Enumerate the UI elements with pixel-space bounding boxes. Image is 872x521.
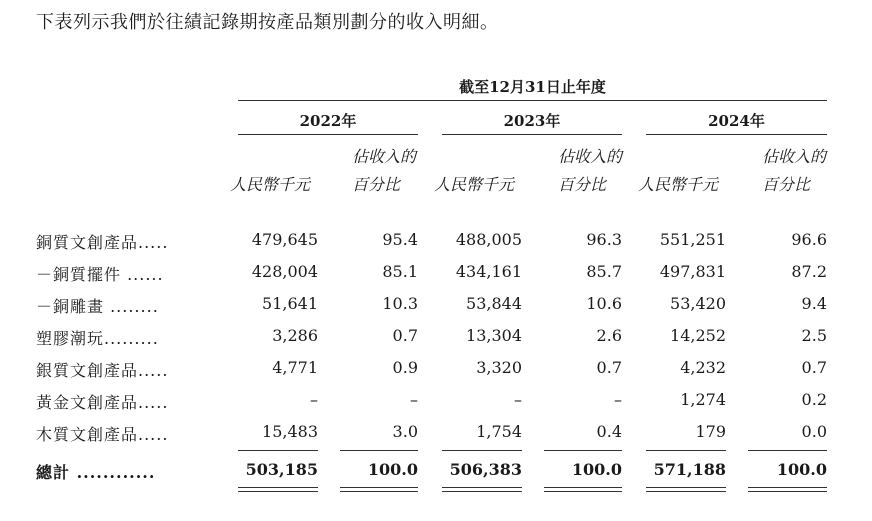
table-cell-3: 85.7 xyxy=(586,262,622,281)
total-label: 總計 ............ xyxy=(36,463,156,482)
table-cell-3: – xyxy=(614,390,622,409)
subtotal-rule-2024-amt xyxy=(646,450,726,451)
table-cell-5: 0.7 xyxy=(801,358,827,377)
total-cell-0: 503,185 xyxy=(245,460,318,479)
table-cell-5: 96.6 xyxy=(791,230,827,249)
row-label: 銀質文創產品..... xyxy=(36,361,169,380)
table-cell-3: 0.7 xyxy=(596,358,622,377)
pct-header-line1-2023: 佔收入的 xyxy=(557,147,622,166)
table-cell-1: 3.0 xyxy=(392,422,418,441)
table-cell-2: 488,005 xyxy=(455,230,522,249)
total-double-rule-2023-pct xyxy=(544,487,622,492)
table-cell-3: 10.6 xyxy=(586,294,622,313)
subtotal-rule-2024-pct xyxy=(748,450,827,451)
table-cell-0: 479,645 xyxy=(251,230,318,249)
table-cell-2: – xyxy=(514,390,522,409)
table-cell-1: 0.7 xyxy=(392,326,418,345)
table-cell-4: 1,274 xyxy=(680,390,726,409)
pct-header-line1-2024: 佔收入的 xyxy=(761,147,826,166)
amount-header-2023: 人民幣千元 xyxy=(434,175,515,194)
subtotal-rule-2023-pct xyxy=(544,450,622,451)
table-cell-1: 0.9 xyxy=(392,358,418,377)
table-cell-2: 13,304 xyxy=(466,326,522,345)
table-cell-5: 0.2 xyxy=(801,390,827,409)
period-rule xyxy=(238,100,827,101)
row-label: 木質文創產品..... xyxy=(36,425,169,444)
table-cell-4: 551,251 xyxy=(659,230,726,249)
year-2024: 2024年 xyxy=(708,112,765,130)
amount-header-2022: 人民幣千元 xyxy=(230,175,311,194)
table-cell-2: 1,754 xyxy=(476,422,522,441)
table-cell-4: 497,831 xyxy=(659,262,726,281)
table-cell-0: 428,004 xyxy=(251,262,318,281)
table-cell-0: 3,286 xyxy=(272,326,318,345)
table-cell-2: 53,844 xyxy=(466,294,522,313)
period-title: 截至12月31日止年度 xyxy=(459,78,606,96)
amount-header-2024: 人民幣千元 xyxy=(638,175,719,194)
pct-header-line2-2022: 百分比 xyxy=(351,175,400,194)
table-cell-1: 10.3 xyxy=(382,294,418,313)
year-rule-2022 xyxy=(238,134,418,135)
table-cell-1: 95.4 xyxy=(382,230,418,249)
year-rule-2023 xyxy=(442,134,622,135)
row-label: 塑膠潮玩......... xyxy=(36,329,159,348)
table-cell-2: 3,320 xyxy=(476,358,522,377)
table-cell-2: 434,161 xyxy=(455,262,522,281)
total-double-rule-2024-pct xyxy=(748,487,827,492)
total-cell-2: 506,383 xyxy=(449,460,522,479)
table-cell-1: 85.1 xyxy=(382,262,418,281)
table-cell-4: 4,232 xyxy=(680,358,726,377)
table-cell-4: 179 xyxy=(695,422,726,441)
row-label: 銅質文創產品..... xyxy=(36,233,169,252)
total-cell-3: 100.0 xyxy=(571,460,622,479)
row-label: 黃金文創產品..... xyxy=(36,393,169,412)
table-cell-3: 96.3 xyxy=(586,230,622,249)
pct-header-line1-2022: 佔收入的 xyxy=(351,147,416,166)
table-cell-0: 51,641 xyxy=(262,294,318,313)
total-double-rule-2022-pct xyxy=(340,487,418,492)
total-cell-5: 100.0 xyxy=(776,460,827,479)
total-double-rule-2024-amt xyxy=(646,487,726,492)
total-double-rule-2023-amt xyxy=(442,487,522,492)
table-cell-5: 0.0 xyxy=(801,422,827,441)
table-cell-3: 2.6 xyxy=(596,326,622,345)
subtotal-rule-2023-amt xyxy=(442,450,522,451)
row-label: －銅質擺件 ...... xyxy=(36,265,164,284)
total-double-rule-2022-amt xyxy=(238,487,318,492)
year-2022: 2022年 xyxy=(299,112,357,130)
table-cell-5: 2.5 xyxy=(801,326,827,345)
table-cell-0: – xyxy=(310,390,318,409)
subtotal-rule-2022-amt xyxy=(238,450,318,451)
year-rule-2024 xyxy=(646,134,827,135)
table-cell-4: 53,420 xyxy=(670,294,726,313)
table-cell-3: 0.4 xyxy=(596,422,622,441)
intro-text: 下表列示我們於往績記錄期按產品類別劃分的收入明細。 xyxy=(36,12,499,33)
table-cell-0: 4,771 xyxy=(272,358,318,377)
pct-header-line2-2024: 百分比 xyxy=(761,175,810,194)
table-cell-0: 15,483 xyxy=(262,422,318,441)
table-cell-5: 9.4 xyxy=(801,294,827,313)
total-cell-4: 571,188 xyxy=(653,460,726,479)
pct-header-line2-2023: 百分比 xyxy=(557,175,606,194)
total-cell-1: 100.0 xyxy=(367,460,418,479)
table-cell-1: – xyxy=(410,390,418,409)
row-label: －銅雕畫 ........ xyxy=(36,297,159,316)
year-2023: 2023年 xyxy=(503,112,561,130)
subtotal-rule-2022-pct xyxy=(340,450,418,451)
table-cell-4: 14,252 xyxy=(670,326,726,345)
table-cell-5: 87.2 xyxy=(791,262,827,281)
